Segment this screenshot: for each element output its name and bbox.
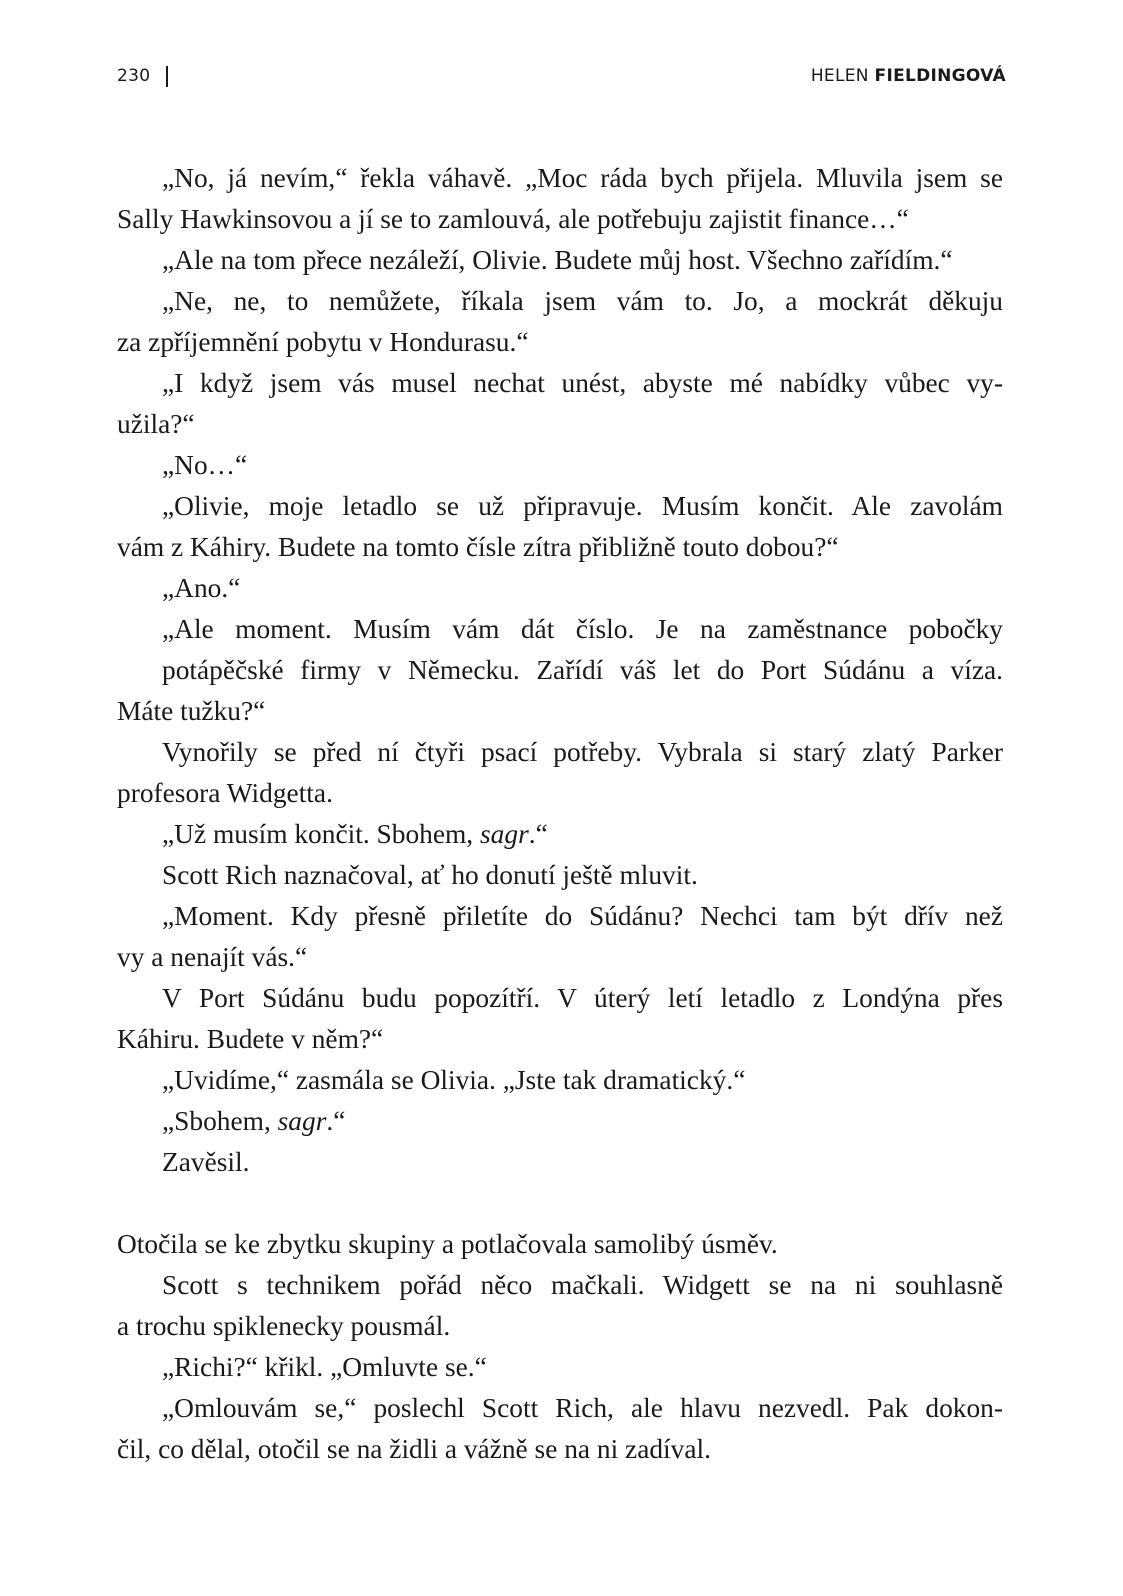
text-line: Sally Hawkinsovou a jí se to zamlouvá, ale potřebuju zajistit finance…“ [117,204,909,234]
author-name [811,66,1006,86]
text-line: vám z Káhiry. Budete na tomto čísle zítra přibližně touto dobou?“ [117,532,839,562]
paragraph: Zavěsil. [162,1147,250,1177]
body-text [117,158,1003,1470]
text-line: „Omlouvám se,“ poslechl Scott Rich, ale hlavu nezvedl. Pak dokon- [162,1393,1003,1423]
paragraph [117,486,1003,568]
paragraph: „No…“ [162,450,248,480]
page-number: 230 [117,66,151,86]
text-line: „No, já nevím,“ řekla váhavě. „Moc ráda bych přijela. Mluvila jsem se [162,163,1003,193]
italic-word: sagr [480,819,529,849]
text-line: „Moment. Kdy přesně přiletíte do Súdánu? Nechci tam být dřív než [162,901,1003,931]
text-line: Máte tužku?“ [117,696,266,726]
paragraph: „Ano.“ [162,573,241,603]
text-line: „Ale moment. Musím vám dát číslo. Je na zaměstnance pobočky [162,614,1003,644]
paragraph [117,609,1003,732]
paragraph [117,978,1003,1060]
text-line: vy a nenajít vás.“ [117,942,308,972]
text-line: „Olivie, moje letadlo se už připravuje. Musím končit. Ale zavolám [162,491,1003,521]
text-line: „Ne, ne, to nemůžete, říkala jsem vám to. Jo, a mockrát děkuju [162,286,1003,316]
text-line: profesora Widgetta. [117,778,333,808]
paragraph [117,1101,1003,1142]
text-line: Káhiru. Budete v něm?“ [117,1024,384,1054]
author-last-name: FIELDINGOVÁ [874,66,1006,86]
section-break [117,1183,1003,1224]
paragraph [117,1388,1003,1470]
paragraph [117,896,1003,978]
text-run: .“ [326,1106,346,1136]
paragraph [117,158,1003,240]
paragraph: „Ale na tom přece nezáleží, Olivie. Budete můj host. Všechno zařídím.“ [162,245,953,275]
paragraph: „Richi?“ křikl. „Omluvte se.“ [162,1352,487,1382]
text-line: Scott s technikem pořád něco mačkali. Widgett se na ni souhlasně [162,1270,1003,1300]
text-line: užila?“ [117,409,195,439]
paragraph [117,732,1003,814]
paragraph: „Uvidíme,“ zasmála se Olivia. „Jste tak dramatický.“ [162,1065,746,1095]
text-line: Vynořily se před ní čtyři psací potřeby. Vybrala si starý zlatý Parker [162,737,1003,767]
paragraph [117,1265,1003,1347]
text-run: „Už musím končit. Sbohem, [162,819,481,849]
paragraph [117,281,1003,363]
paragraph [117,363,1003,445]
text-line: za zpříjemnění pobytu v Hondurasu.“ [117,327,529,357]
text-line: „I když jsem vás musel nechat unést, abyste mé nabídky vůbec vy- [162,368,1003,398]
text-line: potápěčské firmy v Německu. Zařídí váš let do Port Súdánu a víza. [162,655,1003,685]
author-first-name: HELEN [810,66,869,86]
paragraph: Scott Rich naznačoval, ať ho donutí ještě mluvit. [162,860,698,890]
text-line: čil, co dělal, otočil se na židli a vážně se na ni zadíval. [117,1434,711,1464]
running-header [117,62,1006,92]
text-run: .“ [528,819,548,849]
paragraph: Otočila se ke zbytku skupiny a potlačovala samolibý úsměv. [117,1229,778,1259]
italic-word: sagr [277,1106,327,1136]
paragraph [117,814,1003,855]
text-run: „Sbohem, [162,1106,278,1136]
header-divider [166,66,168,87]
text-line: V Port Súdánu budu popozítří. V úterý letí letadlo z Londýna přes [162,983,1003,1013]
text-line: a trochu spiklenecky pousmál. [117,1311,451,1341]
